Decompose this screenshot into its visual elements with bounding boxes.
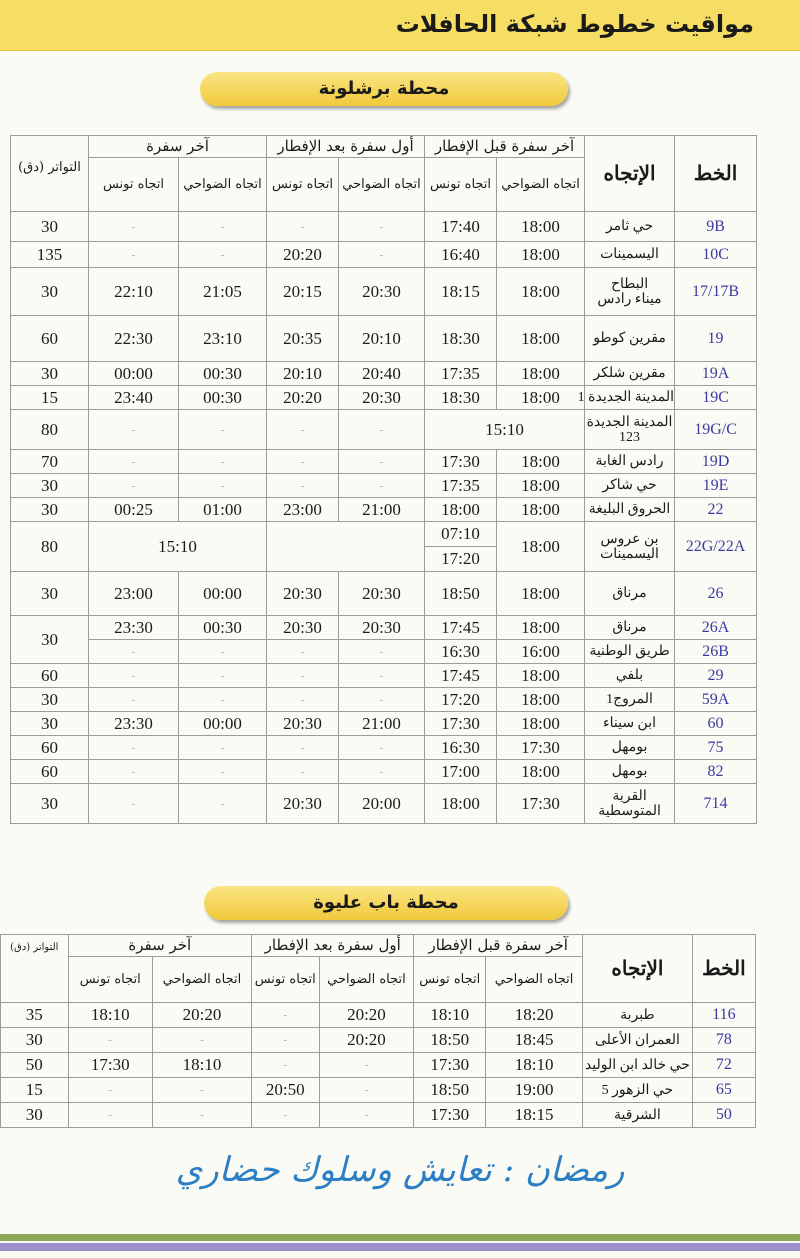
last-trip-tunis: 00:25 (89, 498, 179, 522)
last-trip-suburbs: 00:30 (179, 362, 267, 386)
frequency-cell: 30 (11, 784, 89, 824)
after-iftar-tunis: - (252, 1003, 319, 1028)
line-code-cell: 19D (675, 450, 757, 474)
before-iftar-suburbs: 19:00 (486, 1078, 583, 1103)
ramadan-slogan: رمضان : تعايش وسلوك حضاري (175, 1150, 625, 1190)
destination-cell: الشرقية (583, 1103, 693, 1128)
line-code-cell: 22 (675, 498, 757, 522)
header-frequency: التواتر (دق) (1, 935, 69, 1003)
line-code-cell: 714 (675, 784, 757, 824)
line-code-cell: 116 (692, 1003, 755, 1028)
header-line: الخط (675, 136, 757, 212)
time-2: 17:20 (441, 549, 480, 568)
before-iftar-tunis: 17:35 (425, 362, 497, 386)
last-trip-tunis: - (89, 242, 179, 268)
after-iftar-suburbs: - (339, 664, 425, 688)
before-iftar-suburbs: 18:00 (497, 242, 585, 268)
frequency-cell: 30 (11, 474, 89, 498)
footer-stripe-green (0, 1234, 800, 1241)
table-row (11, 664, 757, 688)
frequency-cell: 30 (1, 1028, 69, 1053)
table-row (11, 760, 757, 784)
after-iftar-tunis: - (267, 474, 339, 498)
after-iftar-tunis: 20:10 (267, 362, 339, 386)
destination-cell: حي الزهور 5 (583, 1078, 693, 1103)
line-code-cell: 82 (675, 760, 757, 784)
last-trip-suburbs: - (179, 664, 267, 688)
table-row (11, 362, 757, 386)
time-1: 07:10 (425, 522, 496, 547)
before-iftar-suburbs: 18:00 (497, 688, 585, 712)
before-iftar-tunis: 18:30 (425, 316, 497, 362)
before-iftar-tunis: 17:40 (425, 212, 497, 242)
destination-cell (585, 410, 675, 450)
table-row (11, 386, 757, 410)
destination-cell: مرناق (585, 572, 675, 616)
before-iftar-suburbs: 17:30 (497, 784, 585, 824)
frequency-cell: 30 (11, 362, 89, 386)
before-iftar-tunis: 18:10 (414, 1003, 486, 1028)
after-iftar-tunis: - (252, 1053, 319, 1078)
before-iftar-tunis: 17:45 (425, 664, 497, 688)
after-iftar-tunis: 20:30 (267, 616, 339, 640)
after-iftar-suburbs: 20:00 (339, 784, 425, 824)
line-code-cell: 59A (675, 688, 757, 712)
after-iftar-tunis: 20:30 (267, 712, 339, 736)
header-first-after-iftar: أول سفرة بعد الإفطار (267, 136, 425, 158)
after-iftar-suburbs: - (339, 760, 425, 784)
before-iftar-suburbs: 18:00 (497, 212, 585, 242)
last-trip-tunis: - (68, 1103, 152, 1128)
last-trip-tunis: - (89, 664, 179, 688)
header-to-suburbs: اتجاه الضواحي (179, 158, 267, 212)
before-iftar-suburbs: 18:00 (497, 362, 585, 386)
table-row (11, 522, 757, 572)
destination-line-2: اليسمينات (600, 546, 659, 562)
last-trip-suburbs: 00:30 (179, 386, 267, 410)
destination-line-2: 123 (619, 429, 641, 445)
before-iftar-suburbs: 18:10 (486, 1053, 583, 1078)
before-iftar-suburbs: 18:00 (497, 616, 585, 640)
station2-schedule-table (0, 934, 756, 1128)
header-last-trip: آخر سفرة (68, 935, 251, 957)
before-iftar-tunis: 18:00 (425, 498, 497, 522)
frequency-cell: 60 (11, 664, 89, 688)
destination-cell: بومهل (585, 760, 675, 784)
after-iftar-tunis: 20:30 (267, 784, 339, 824)
table-row (11, 268, 757, 316)
last-trip-merged: 15:10 (89, 522, 267, 572)
after-iftar-suburbs: - (319, 1053, 414, 1078)
frequency-cell: 15 (11, 386, 89, 410)
before-iftar-tunis: 18:15 (425, 268, 497, 316)
table-row (11, 688, 757, 712)
header-to-tunis: اتجاه تونس (89, 158, 179, 212)
before-iftar-suburbs: 18:00 (497, 268, 585, 316)
before-iftar-tunis: 18:00 (425, 784, 497, 824)
last-trip-suburbs: - (179, 474, 267, 498)
table-row (11, 474, 757, 498)
destination-line-1: المدينة الجديدة (586, 414, 673, 430)
after-iftar-tunis: - (267, 450, 339, 474)
frequency-cell: 30 (11, 498, 89, 522)
header-to-suburbs: اتجاه الضواحي (152, 957, 251, 1003)
before-iftar-merged: 15:10 (425, 410, 585, 450)
last-trip-tunis: - (89, 640, 179, 664)
before-iftar-suburbs: 18:00 (497, 316, 585, 362)
before-iftar-tunis: 18:50 (414, 1078, 486, 1103)
last-trip-tunis: 23:40 (89, 386, 179, 410)
last-trip-tunis: 18:10 (68, 1003, 152, 1028)
table-row (11, 736, 757, 760)
before-iftar-suburbs: 18:00 (497, 474, 585, 498)
header-line: الخط (692, 935, 755, 1003)
table-row (11, 212, 757, 242)
frequency-cell: 30 (11, 616, 89, 664)
frequency-cell: 30 (1, 1103, 69, 1128)
after-iftar-suburbs: - (319, 1078, 414, 1103)
before-iftar-tunis: 17:30 (414, 1053, 486, 1078)
after-iftar-tunis: - (267, 664, 339, 688)
table-row (1, 1078, 756, 1103)
last-trip-suburbs: - (179, 450, 267, 474)
header-last-before-iftar: آخر سفرة قبل الإفطار (425, 136, 585, 158)
last-trip-suburbs: 18:10 (152, 1053, 251, 1078)
destination-cell: رادس الغابة (585, 450, 675, 474)
line-code-cell: 19E (675, 474, 757, 498)
destination-line-1: البطاح (610, 276, 649, 292)
after-iftar-suburbs: 20:30 (339, 572, 425, 616)
last-trip-suburbs: - (179, 212, 267, 242)
last-trip-suburbs: - (152, 1028, 251, 1053)
after-iftar-tunis: - (267, 640, 339, 664)
after-iftar-suburbs: 20:30 (339, 616, 425, 640)
line-code-cell: 65 (692, 1078, 755, 1103)
header-direction: الإتجاه (585, 136, 675, 212)
destination-cell: العمران الأعلى (583, 1028, 693, 1053)
line-code-cell: 17/17B (675, 268, 757, 316)
last-trip-tunis: - (89, 760, 179, 784)
after-iftar-suburbs: - (339, 640, 425, 664)
last-trip-suburbs: - (179, 410, 267, 450)
destination-line-2: المتوسطية (598, 803, 661, 819)
after-iftar-tunis: - (267, 688, 339, 712)
last-trip-suburbs: 00:00 (179, 572, 267, 616)
destination-cell: حي ثامر (585, 212, 675, 242)
last-trip-suburbs: - (179, 736, 267, 760)
frequency-cell: 80 (11, 410, 89, 450)
last-trip-suburbs: - (179, 760, 267, 784)
before-iftar-tunis: 18:30 (425, 386, 497, 410)
frequency-cell: 30 (11, 212, 89, 242)
station1-schedule-table (10, 135, 757, 824)
line-code-cell: 26 (675, 572, 757, 616)
last-trip-suburbs: 20:20 (152, 1003, 251, 1028)
title-bar (0, 0, 800, 51)
destination-cell: مقرين كوطو (585, 316, 675, 362)
header-to-tunis: اتجاه تونس (414, 957, 486, 1003)
table-row (11, 316, 757, 362)
header-direction: الإتجاه (583, 935, 693, 1003)
destination-cell (585, 268, 675, 316)
frequency-cell: 35 (1, 1003, 69, 1028)
after-iftar-suburbs: 20:40 (339, 362, 425, 386)
before-iftar-tunis: 16:30 (425, 640, 497, 664)
after-iftar-suburbs: 20:20 (319, 1003, 414, 1028)
header-to-suburbs: اتجاه الضواحي (486, 957, 583, 1003)
before-iftar-tunis: 17:30 (425, 712, 497, 736)
after-iftar-tunis: - (267, 410, 339, 450)
table-row (11, 616, 757, 640)
before-iftar-tunis: 17:30 (425, 450, 497, 474)
destination-cell: مقرين شلكر (585, 362, 675, 386)
last-trip-suburbs: 21:05 (179, 268, 267, 316)
last-trip-tunis: 23:30 (89, 616, 179, 640)
page-title: مواقيت خطوط شبكة الحافلات (395, 10, 754, 38)
line-code-cell: 26B (675, 640, 757, 664)
frequency-cell: 70 (11, 450, 89, 474)
line-code-cell: 22G/22A (675, 522, 757, 572)
last-trip-suburbs: - (179, 784, 267, 824)
frequency-cell: 30 (11, 712, 89, 736)
line-code-cell: 19C (675, 386, 757, 410)
after-iftar-tunis: - (267, 212, 339, 242)
last-trip-suburbs: 01:00 (179, 498, 267, 522)
table-row (11, 498, 757, 522)
after-iftar-suburbs: 20:30 (339, 268, 425, 316)
after-iftar-suburbs: - (339, 688, 425, 712)
last-trip-suburbs: 00:30 (179, 616, 267, 640)
line-code-cell: 78 (692, 1028, 755, 1053)
station2-title: محطة باب عليوة (204, 886, 568, 920)
table-row (1, 1103, 756, 1128)
table-row (11, 784, 757, 824)
after-iftar-tunis: 20:35 (267, 316, 339, 362)
after-iftar-suburbs: 21:00 (339, 498, 425, 522)
header-to-suburbs: اتجاه الضواحي (319, 957, 414, 1003)
frequency-cell: 60 (11, 760, 89, 784)
header-last-trip: آخر سفرة (89, 136, 267, 158)
table-row (11, 640, 757, 664)
after-iftar-tunis: 20:15 (267, 268, 339, 316)
after-iftar-suburbs: 20:20 (319, 1028, 414, 1053)
destination-cell (585, 522, 675, 572)
destination-line-1: بن عروس (600, 531, 659, 547)
destination-cell: بومهل (585, 736, 675, 760)
after-iftar-tunis: - (267, 736, 339, 760)
before-iftar-tunis: 16:40 (425, 242, 497, 268)
last-trip-suburbs: - (179, 242, 267, 268)
after-iftar-suburbs: 20:30 (339, 386, 425, 410)
footer-stripe-purple (0, 1243, 800, 1251)
before-iftar-suburbs: 18:00 (497, 498, 585, 522)
last-trip-tunis: - (89, 736, 179, 760)
destination-line-2: ميناء رادس (597, 291, 662, 307)
destination-cell: طريق الوطنية (585, 640, 675, 664)
after-iftar-tunis: 20:20 (267, 386, 339, 410)
frequency-cell: 30 (11, 572, 89, 616)
line-code-cell: 26A (675, 616, 757, 640)
after-iftar-empty (267, 522, 425, 572)
before-iftar-suburbs: 17:30 (497, 736, 585, 760)
last-trip-tunis: 22:30 (89, 316, 179, 362)
destination-cell: حي خالد ابن الوليد (583, 1053, 693, 1078)
last-trip-suburbs: 23:10 (179, 316, 267, 362)
before-iftar-tunis: 17:30 (414, 1103, 486, 1128)
table-row (1, 1028, 756, 1053)
line-code-cell: 19A (675, 362, 757, 386)
line-code-cell: 72 (692, 1053, 755, 1078)
after-iftar-tunis: - (252, 1028, 319, 1053)
before-iftar-suburbs: 18:15 (486, 1103, 583, 1128)
table-row (11, 450, 757, 474)
last-trip-tunis: 17:30 (68, 1053, 152, 1078)
frequency-cell: 50 (1, 1053, 69, 1078)
destination-line-1: القرية (612, 788, 647, 804)
after-iftar-tunis: 20:50 (252, 1078, 319, 1103)
last-trip-suburbs: - (179, 640, 267, 664)
before-iftar-suburbs: 18:00 (497, 760, 585, 784)
last-trip-tunis: - (68, 1028, 152, 1053)
header-to-suburbs: اتجاه الضواحي (497, 158, 585, 212)
before-iftar-suburbs: 18:45 (486, 1028, 583, 1053)
last-trip-tunis: - (89, 212, 179, 242)
before-iftar-suburbs: 16:00 (497, 640, 585, 664)
after-iftar-tunis: 20:30 (267, 572, 339, 616)
header-frequency: التواتر (دق) (11, 136, 89, 212)
table-row (11, 242, 757, 268)
before-iftar-tunis: 17:35 (425, 474, 497, 498)
before-iftar-suburbs: 18:00 (497, 664, 585, 688)
last-trip-tunis: - (89, 474, 179, 498)
header-to-tunis: اتجاه تونس (267, 158, 339, 212)
after-iftar-tunis: - (252, 1103, 319, 1128)
before-iftar-suburbs: 18:00 (497, 450, 585, 474)
after-iftar-suburbs: - (339, 474, 425, 498)
table-row (11, 712, 757, 736)
frequency-cell: 60 (11, 736, 89, 760)
last-trip-suburbs: - (152, 1103, 251, 1128)
frequency-cell: 30 (11, 688, 89, 712)
last-trip-suburbs: - (179, 688, 267, 712)
destination-cell: المروج1 (585, 688, 675, 712)
before-iftar-suburbs: 18:00 (497, 522, 585, 572)
line-code-cell: 50 (692, 1103, 755, 1128)
frequency-cell: 80 (11, 522, 89, 572)
before-iftar-tunis: 17:45 (425, 616, 497, 640)
before-iftar-suburbs: 18:00 (497, 386, 585, 410)
destination-cell: بلفي (585, 664, 675, 688)
destination-cell: ابن سيناء (585, 712, 675, 736)
last-trip-tunis: - (68, 1078, 152, 1103)
after-iftar-suburbs: 21:00 (339, 712, 425, 736)
destination-cell (585, 784, 675, 824)
after-iftar-tunis: 20:20 (267, 242, 339, 268)
last-trip-tunis: - (89, 784, 179, 824)
after-iftar-tunis: 23:00 (267, 498, 339, 522)
table-row (1, 1053, 756, 1078)
after-iftar-suburbs: - (339, 450, 425, 474)
frequency-cell: 135 (11, 242, 89, 268)
destination-cell: طبربة (583, 1003, 693, 1028)
header-first-after-iftar: أول سفرة بعد الإفطار (252, 935, 414, 957)
destination-cell: مرناق (585, 616, 675, 640)
last-trip-tunis: 23:00 (89, 572, 179, 616)
before-iftar-tunis: 18:50 (425, 572, 497, 616)
header-to-tunis: اتجاه تونس (425, 158, 497, 212)
last-trip-tunis: - (89, 450, 179, 474)
before-iftar-suburbs: 18:00 (497, 572, 585, 616)
header-to-tunis: اتجاه تونس (252, 957, 319, 1003)
before-iftar-suburbs: 18:20 (486, 1003, 583, 1028)
after-iftar-suburbs: 20:10 (339, 316, 425, 362)
line-code-cell: 19 (675, 316, 757, 362)
after-iftar-suburbs: - (339, 242, 425, 268)
station1-title: محطة برشلونة (200, 72, 568, 106)
last-trip-tunis: - (89, 410, 179, 450)
before-iftar-tunis: 18:50 (414, 1028, 486, 1053)
after-iftar-suburbs: - (339, 410, 425, 450)
line-code-cell: 19G/C (675, 410, 757, 450)
header-to-suburbs: اتجاه الضواحي (339, 158, 425, 212)
frequency-cell: 30 (11, 268, 89, 316)
frequency-cell: 60 (11, 316, 89, 362)
destination-cell: اليسمينات (585, 242, 675, 268)
table-row (11, 410, 757, 450)
destination-cell: المدينة الجديدة 1 (585, 386, 675, 410)
header-last-before-iftar: آخر سفرة قبل الإفطار (414, 935, 583, 957)
header-to-tunis: اتجاه تونس (68, 957, 152, 1003)
last-trip-suburbs: 00:00 (179, 712, 267, 736)
line-code-cell: 29 (675, 664, 757, 688)
before-iftar-suburbs: 18:00 (497, 712, 585, 736)
before-iftar-tunis (425, 522, 497, 572)
last-trip-tunis: 00:00 (89, 362, 179, 386)
line-code-cell: 60 (675, 712, 757, 736)
destination-cell: حي شاكر (585, 474, 675, 498)
line-code-cell: 75 (675, 736, 757, 760)
before-iftar-tunis: 16:30 (425, 736, 497, 760)
after-iftar-suburbs: - (339, 212, 425, 242)
last-trip-tunis: 23:30 (89, 712, 179, 736)
before-iftar-tunis: 17:00 (425, 760, 497, 784)
last-trip-tunis: 22:10 (89, 268, 179, 316)
after-iftar-suburbs: - (339, 736, 425, 760)
before-iftar-tunis: 17:20 (425, 688, 497, 712)
last-trip-suburbs: - (152, 1078, 251, 1103)
line-code-cell: 9B (675, 212, 757, 242)
line-code-cell: 10C (675, 242, 757, 268)
last-trip-tunis: - (89, 688, 179, 712)
table-row (11, 572, 757, 616)
destination-cell: الحروق البليغة (585, 498, 675, 522)
table-row (1, 1003, 756, 1028)
after-iftar-tunis: - (267, 760, 339, 784)
after-iftar-suburbs: - (319, 1103, 414, 1128)
frequency-cell: 15 (1, 1078, 69, 1103)
